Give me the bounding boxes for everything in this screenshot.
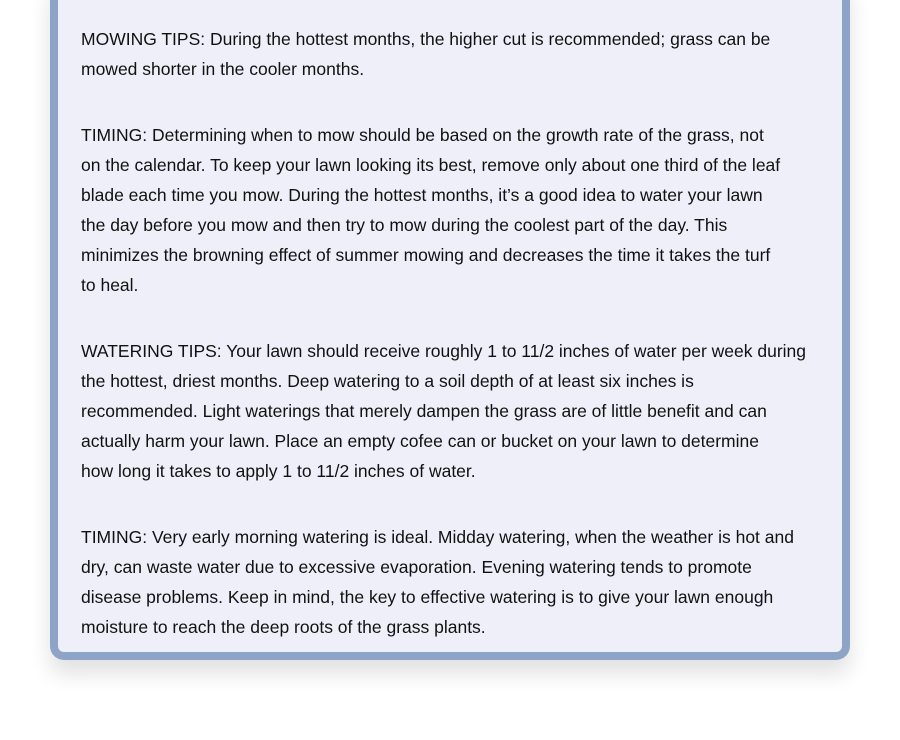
- text-line: mowed shorter in the cooler months.: [81, 59, 365, 79]
- mowing-timing-paragraph: [81, 120, 841, 300]
- text-line: moisture to reach the deep roots of the grass plants.: [81, 617, 486, 637]
- watering-timing-paragraph: [81, 522, 841, 642]
- text-line: WATERING TIPS: Your lawn should receive roughly 1 to 11/2 inches of water per week during: [81, 341, 806, 361]
- mowing-tips-paragraph: [81, 24, 841, 84]
- text-line: the day before you mow and then try to mow during the coolest part of the day. This: [81, 215, 728, 235]
- text-line: actually harm your lawn. Place an empty cofee can or bucket on your lawn to determine: [81, 431, 759, 451]
- text-line: minimizes the browning effect of summer mowing and decreases the time it takes the turf: [81, 245, 771, 265]
- watering-tips-paragraph: [81, 336, 841, 486]
- lawn-care-tips: [81, 24, 841, 678]
- text-line: the hottest, driest months. Deep watering to a soil depth of at least six inches is: [81, 371, 694, 391]
- text-line: MOWING TIPS: During the hottest months, the higher cut is recommended; grass can be: [81, 29, 771, 49]
- text-line: blade each time you mow. During the hottest months, it’s a good idea to water your lawn: [81, 185, 763, 205]
- text-line: to heal.: [81, 275, 139, 295]
- text-line: disease problems. Keep in mind, the key to effective watering is to give your lawn enough: [81, 587, 774, 607]
- text-line: dry, can waste water due to excessive evaporation. Evening watering tends to promote: [81, 557, 752, 577]
- text-line: TIMING: Determining when to mow should be based on the growth rate of the grass, not: [81, 125, 764, 145]
- text-line: TIMING: Very early morning watering is ideal. Midday watering, when the weather is hot and: [81, 527, 794, 547]
- text-line: recommended. Light waterings that merely dampen the grass are of little benefit and can: [81, 401, 767, 421]
- text-line: on the calendar. To keep your lawn looking its best, remove only about one third of the leaf: [81, 155, 781, 175]
- text-line: how long it takes to apply 1 to 11/2 inches of water.: [81, 461, 476, 481]
